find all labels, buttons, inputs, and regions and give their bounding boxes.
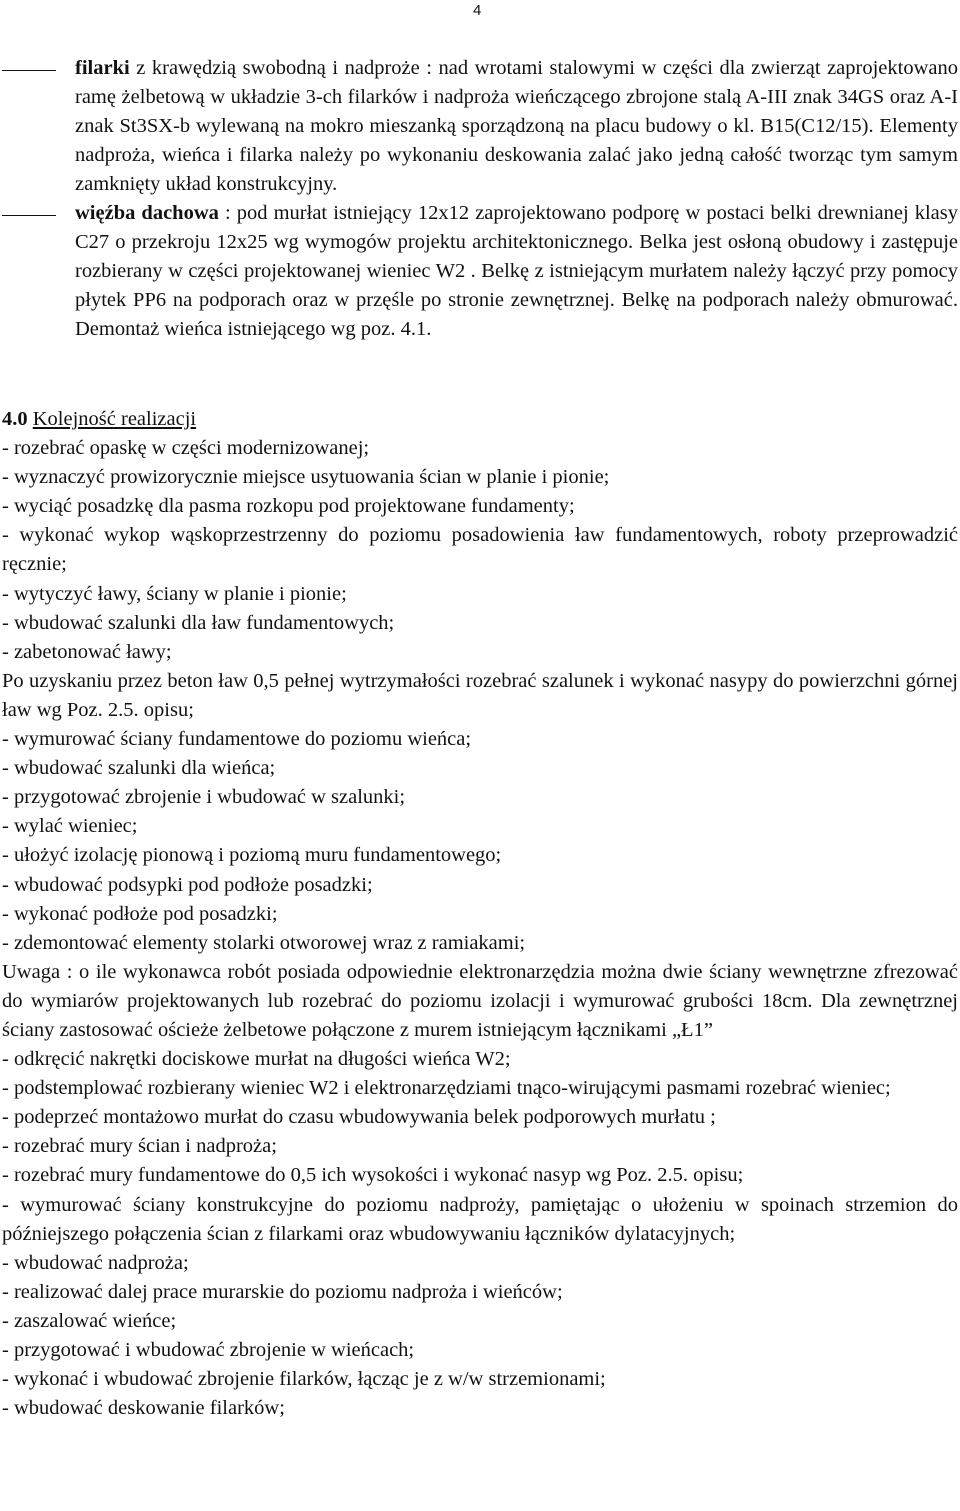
paragraph: - wykonać i wbudować zbrojenie filarków, łącząc je z w/w strzemionami; — [2, 1368, 606, 1391]
paragraph: - wykonać podłoże pod posadzki; — [2, 902, 278, 925]
paragraph: - wbudować szalunki dla wieńca; — [2, 757, 276, 780]
page-number: 4 — [473, 2, 482, 19]
paragraph: Uwaga : o ile wykonawca robót posiada odpowiednie elektronarzędzia można dwie ściany wewnętrzne zfrezować do wymiarów projektowanych lub rozebrać do poziomu izolacji i wymurować grubości 18cm. Dla zewnętrznej ściany zastosować ościeże żelbetowe połączone z murem istniejącym łącznikami „Ł1” — [2, 960, 958, 1041]
paragraph: - przygotować zbrojenie i wbudować w szalunki; — [2, 786, 406, 809]
paragraph: - podstemplować rozbierany wieniec W2 i elektronarzędziami tnąco-wirującymi pasmami rozebrać wieniec; — [2, 1077, 891, 1100]
paragraph: - rozebrać opaskę w części modernizowanej; — [2, 437, 370, 460]
list-item-filarki — [0, 54, 958, 199]
dash-list — [0, 54, 958, 344]
paragraph: - realizować dalej prace murarskie do poziomu nadproża i wieńców; — [2, 1280, 563, 1303]
section-title: Kolejność realizacji — [32, 408, 197, 430]
paragraph: - wbudować deskowanie filarków; — [2, 1397, 285, 1420]
section-number: 4.0 — [2, 408, 28, 430]
paragraph: - podeprzeć montażowo murłat do czasu wbudowywania belek podporowych murłatu ; — [2, 1106, 716, 1129]
paragraph: - zaszalować wieńce; — [2, 1309, 177, 1332]
paragraph: - zabetonować ławy; — [2, 640, 172, 663]
paragraph: Po uzyskaniu przez beton ław 0,5 pełnej wytrzymałości rozebrać szalunek i wykonać nasypy do powierzchni górnej ław wg Poz. 2.5. opisu; — [2, 669, 958, 721]
paragraph: - przygotować i wbudować zbrojenie w wieńcach; — [2, 1339, 415, 1361]
paragraph: - wyciąć posadzkę dla pasma rozkopu pod projektowane fundamenty; — [2, 495, 575, 518]
paragraph-list — [2, 434, 958, 1423]
item-text: : pod murłat istniejący 12x12 zaprojektowano podporę w postaci belki drewnianej klasy C27 o przekroju 12x25 wg wymogów projektu architektonicznego. Belka jest osłoną obudowy i zastępuje rozbierany w części projektowanej wieniec W2 . Belkę z istniejącym murłatem należy łączyć przy pomocy płytek PP6 na podporach oraz w przęśle po stronie zewnętrznej. Belkę na podporach należy obmurować. Demontaż wieńca istniejącego wg poz. 4.1. — [75, 202, 959, 340]
paragraph: - wbudować podsypki pod podłoże posadzki; — [2, 873, 373, 896]
item-lead: filarki — [75, 57, 130, 79]
paragraph: - wymurować ściany fundamentowe do poziomu wieńca; — [2, 728, 472, 751]
paragraph: - rozebrać mury ścian i nadproża; — [2, 1135, 277, 1158]
paragraph: - wylać wieniec; — [2, 815, 138, 838]
paragraph: - wbudować nadproża; — [2, 1251, 189, 1274]
item-text: z krawędzią swobodną i nadproże : nad wrotami stalowymi w części dla zwierząt zaprojektowano ramę żelbetową w układzie 3-ch filarków i nadproża wieńczącego zbrojone stalą A-III znak 34GS oraz A-I znak St3SX-b wylewaną na mokro mieszanką sporządzoną na placu budowy o kl. B15(C12/15). Elementy nadproża, wieńca i filarka należy po wykonaniu deskowania zalać jako jedną całość tworząc tym samym zamknięty układ konstrukcyjny. — [75, 57, 958, 195]
paragraph: - wytyczyć ławy, ściany w planie i pionie; — [2, 582, 347, 605]
paragraph: - odkręcić nakrętki dociskowe murłat na długości wieńca W2; — [2, 1048, 511, 1071]
paragraph: - ułożyć izolację pionową i poziomą muru fundamentowego; — [2, 844, 502, 867]
paragraph: - wbudować szalunki dla ław fundamentowych; — [2, 611, 395, 634]
paragraph: - zdemontować elementy stolarki otworowej wraz z ramiakami; — [2, 931, 526, 954]
main-body — [2, 405, 958, 1423]
paragraph: - rozebrać mury fundamentowe do 0,5 ich wysokości i wykonać nasyp wg Poz. 2.5. opisu; — [2, 1164, 744, 1187]
paragraph: - wykonać wykop wąskoprzestrzenny do poziomu posadowienia ław fundamentowych, roboty przeprowadzić ręcznie; — [2, 524, 958, 576]
paragraph: - wymurować ściany konstrukcyjne do poziomu nadproży, pamiętając o ułożeniu w spoinach strzemion do późniejszego połączenia ścian z filarkami oraz wbudowywaniu łączników dylatacyjnych; — [2, 1193, 958, 1245]
item-lead: więźba dachowa — [75, 202, 219, 224]
list-item-wiezba — [0, 199, 958, 344]
section-heading — [2, 405, 958, 434]
paragraph: - wyznaczyć prowizorycznie miejsce usytuowania ścian w planie i pionie; — [2, 466, 610, 489]
